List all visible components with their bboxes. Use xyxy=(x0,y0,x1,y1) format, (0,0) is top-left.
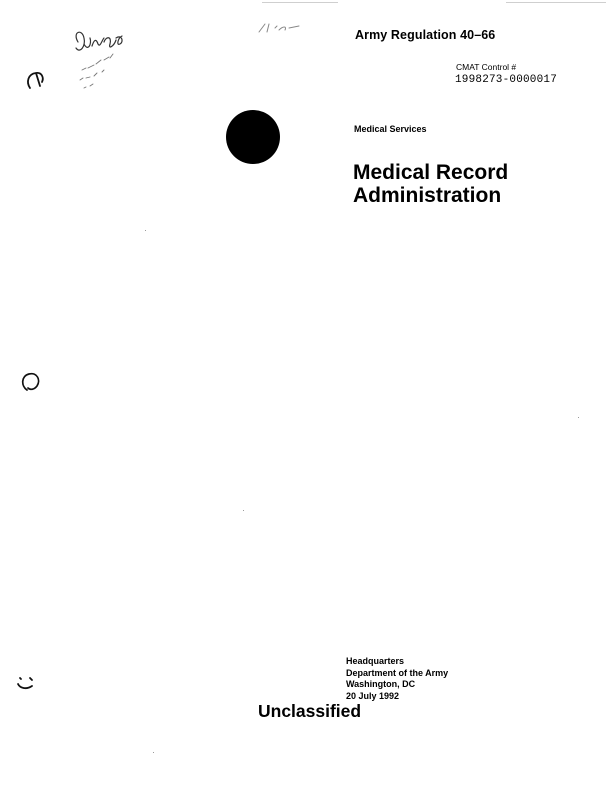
issuer-department: Department of the Army xyxy=(346,667,449,678)
cmat-control-number: 1998273-0000017 xyxy=(455,74,558,86)
issuer-headquarters: Headquarters xyxy=(346,656,405,666)
scan-speck xyxy=(153,752,154,753)
punch-hole xyxy=(226,110,280,164)
title-line-1: Medical Record xyxy=(353,161,509,184)
document-title xyxy=(353,161,593,207)
binder-ring-mark-top xyxy=(24,70,48,92)
cmat-control-label: CMAT Control # xyxy=(456,62,517,72)
issuer-location: Washington, DC xyxy=(346,679,416,689)
top-scan-line-left xyxy=(262,2,338,3)
scan-speck xyxy=(243,510,244,511)
section-heading: Medical Services xyxy=(354,124,427,134)
regulation-number: Army Regulation 40–66 xyxy=(355,28,496,42)
top-scan-line-right xyxy=(506,2,606,3)
scan-speck xyxy=(578,417,579,418)
issue-date: 20 July 1992 xyxy=(346,690,400,701)
handwritten-note xyxy=(66,24,146,104)
classification-marking: Unclassified xyxy=(258,701,362,721)
pencil-check-mark xyxy=(255,18,305,38)
binder-ring-mark-bottom xyxy=(14,672,38,694)
binder-ring-mark-middle xyxy=(18,370,44,394)
title-line-2: Administration xyxy=(353,184,502,207)
scan-speck xyxy=(145,230,146,231)
issuing-authority xyxy=(346,656,448,702)
